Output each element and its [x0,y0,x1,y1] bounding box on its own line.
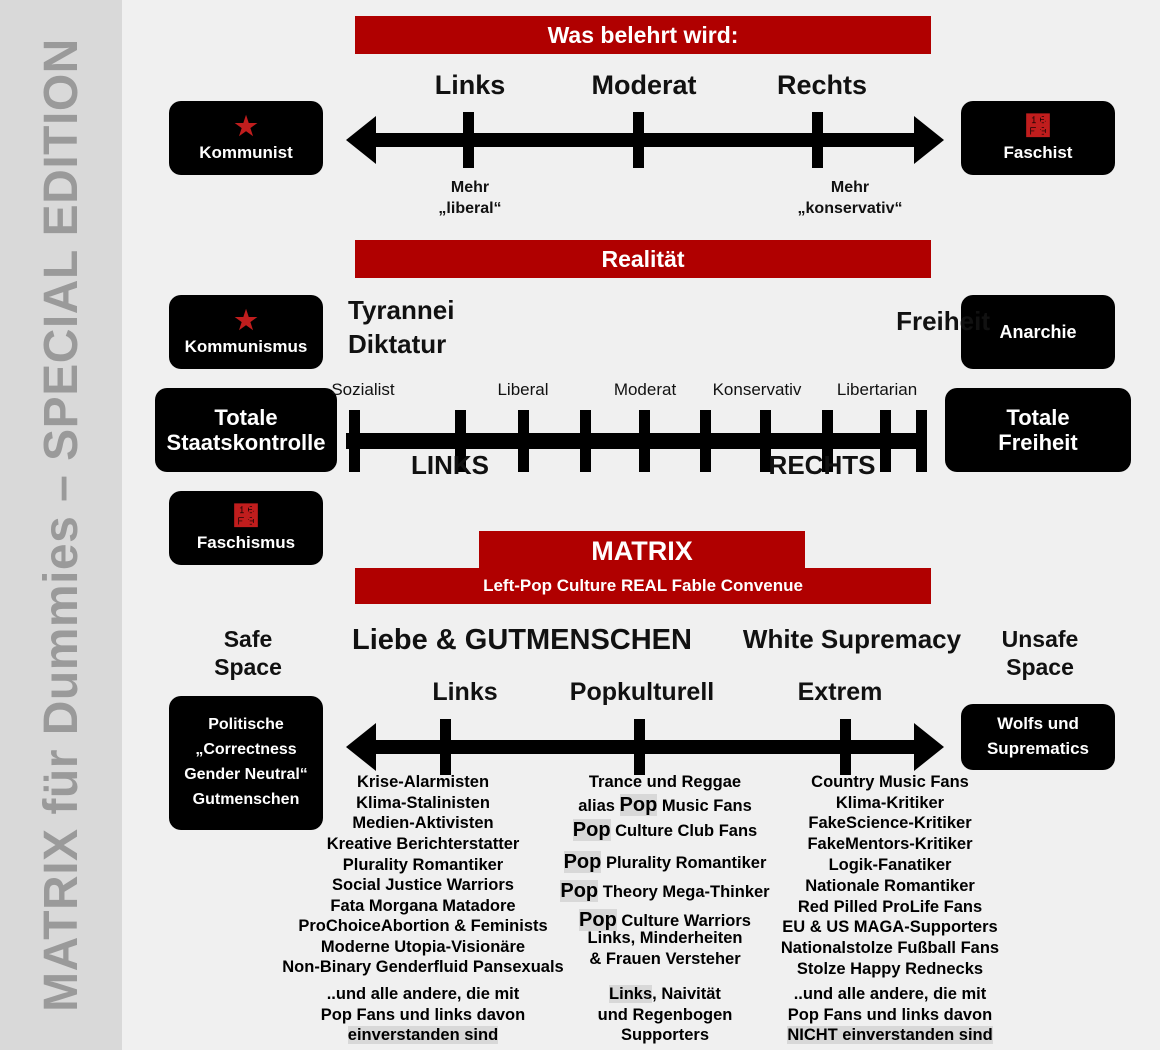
kommunismus-box [169,295,323,369]
section3-axis [376,740,914,754]
mid-column-group1 [545,772,785,843]
links-tag: Links [609,985,653,1003]
list-item: Social Justice Warriors [332,876,514,895]
white-supremacy-label: White Supremacy [742,624,962,654]
totale-freiheit-line2: Freiheit [998,430,1078,455]
list-item: Fata Morgana Matadore [330,896,516,915]
list-item: Supporters [620,1026,709,1045]
mid-g2-r1: Plurality Romantiker [601,854,767,872]
tyrannei-diktatur-label [348,294,548,362]
section3-tick [634,719,645,775]
pop-tag: Pop [560,880,599,902]
section3-tick [840,719,851,775]
unsafe-space-line2: Space [1006,653,1074,680]
list-item [545,793,785,818]
section3-axis-label-extrem: Extrem [797,678,883,706]
mid-g2-r3: Culture Warriors [616,912,751,930]
list-item: Nationale Romantiker [805,877,975,895]
matrix-banner-top [479,531,805,571]
tyrannei-line1: Tyrannei [348,295,455,325]
list-item: Medien-Aktivisten [352,814,494,833]
section3-arrow-left-icon [346,723,376,771]
section1-axis-label-moderat: Moderat [591,70,697,100]
list-item: ProChoiceAbortion & Feminists [298,917,548,935]
kommunismus-label: Kommunismus [184,337,308,357]
list-item [545,877,785,906]
list-item [545,984,785,1005]
left-column-group1 [278,772,568,916]
section1-sub-right-line1: Mehr [830,179,870,196]
section3-tick [440,719,451,775]
safe-space-label [178,626,318,681]
list-item: ..und alle andere, die mit [793,985,987,1003]
list-item: Links, Minderheiten [587,929,743,947]
list-item: Klima-Kritiker [835,793,945,812]
list-item: Krise-Alarmisten [356,773,490,791]
liebe-gutmenschen-label: Liebe & GUTMENSCHEN [352,624,692,656]
list-item: Stolze Happy Rednecks [796,959,984,978]
list-item: Plurality Romantiker [342,855,504,874]
list-item: Nationalstolze Fußball Fans [780,938,1000,957]
matrix-banner-sub-label: Left-Pop Culture REAL Fable Convenue [483,576,803,595]
red-star-icon: ★ [234,305,258,336]
section3-axis-label-popkulturell: Popkulturell [569,678,715,706]
pop-tag: Pop [619,793,658,816]
section1-tick [812,112,823,168]
scale-label-libertarian: Libertarian [836,380,918,399]
section3-axis-label-links: Links [432,678,498,706]
page-title: MATRIX für Dummies – SPECIAL EDITION [34,38,88,1012]
section1-sub-right-line2: „konservativ“ [797,199,903,217]
section2-tick [580,410,591,472]
list-item [545,848,785,877]
unsafe-space-line1: Unsafe [1001,626,1079,652]
pc-box-line2: „Correctness [195,741,297,759]
totale-staatskontrolle-box [155,388,337,472]
pop-tag: Pop [579,909,617,931]
list-item: FakeScience-Kritiker [808,814,972,833]
swastika-icon: ᛹ [1025,111,1051,142]
list-item: Moderne Utopia-Visionäre [320,937,526,956]
totale-freiheit-line1: Totale [1006,404,1070,430]
kommunist-box [169,101,323,175]
mid-g2-r2: Theory Mega-Thinker [598,883,770,901]
section1-banner [355,16,931,54]
section3-arrow-right-icon [914,723,944,771]
faschismus-label: Faschismus [196,533,296,553]
section1-axis [376,133,914,147]
totale-staatskontrolle-line1: Totale [214,404,278,430]
section1-tick [633,112,644,168]
left-column-group2 [268,916,578,978]
scale-label-moderat: Moderat [613,380,677,399]
safe-space-line2: Space [214,653,282,680]
scale-label-konservativ: Konservativ [712,380,802,399]
wolfs-box-line2: Suprematics [986,739,1090,758]
anarchie-label: Anarchie [999,321,1077,342]
mid-column-group3 [545,928,785,969]
mid-g1-l3-b: Culture Club Fans [610,821,758,840]
matrix-banner-title: MATRIX [591,535,693,566]
right-column-group1 [760,772,1020,875]
mid-column-group2 [545,848,785,935]
freiheit-label: Freiheit [896,306,990,336]
section2-banner-label: Realität [601,245,685,272]
right-column-group2 [752,876,1028,979]
mid-g1-l2-a: alias [578,796,620,815]
swastika-icon: ᛹ [233,501,259,532]
section1-arrow-right-icon [914,116,944,164]
list-item: Red Pilled ProLife Fans [797,897,983,916]
section1-banner-label: Was belehrt wird: [547,21,739,48]
section1-sub-left-line1: Mehr [450,179,490,196]
list-item [752,1025,1028,1046]
pc-box-line3: Gender Neutral“ [184,766,308,783]
section1-arrow-left-icon [346,116,376,164]
list-item: Pop Fans und links davon [320,1005,526,1024]
section2-tick [639,410,650,472]
section2-tick [349,410,360,472]
wolfs-box-line1: Wolfs und [997,714,1079,734]
list-item [545,818,785,843]
wolfs-suprematics-box [961,704,1115,770]
list-item: Logik-Fanatiker [828,855,952,874]
section1-axis-label-links: Links [434,70,506,100]
section2-rechts-label: RECHTS [768,450,876,480]
left-column-group3 [278,984,568,1046]
pop-tag: Pop [572,818,611,841]
unsafe-space-label [965,626,1115,681]
section1-sub-left [398,178,542,220]
list-item: & Frauen Versteher [589,949,741,968]
faschist-box [961,101,1115,175]
red-star-icon: ★ [234,111,258,142]
list-item: FakeMentors-Kritiker [807,834,973,853]
list-item: ..und alle andere, die mit [326,985,520,1003]
list-item: Non-Binary Genderfluid Pansexuals [282,958,564,977]
section1-tick [463,112,474,168]
right-column-group3 [752,984,1028,1046]
section2-banner [355,240,931,278]
list-item-highlight: NICHT einverstanden sind [787,1026,993,1045]
kommunist-label: Kommunist [199,143,293,163]
scale-label-liberal: Liberal [497,380,549,399]
section2-tick [700,410,711,472]
list-item-highlight: einverstanden sind [347,1026,499,1045]
list-item: und Regenbogen [597,1005,733,1024]
mid-g1-l2-b: Music Fans [657,796,752,815]
tyrannei-line2: Diktatur [348,328,447,359]
scale-label-sozialist: Sozialist [331,380,395,399]
safe-space-line1: Safe [223,626,273,652]
section1-sub-left-line2: „liberal“ [438,199,502,217]
faschismus-box [169,491,323,565]
mid-g4-l1-b: , Naivität [652,985,721,1003]
list-item: Trance und Reggae [588,773,742,791]
pop-tag: Pop [563,851,602,873]
list-item: Kreative Berichterstatter [326,834,520,853]
section2-tick [916,410,927,472]
sidebar [0,0,122,1050]
section1-axis-label-rechts: Rechts [776,70,868,100]
section2-links-label: LINKS [411,450,489,480]
mid-column-group4 [545,984,785,1046]
list-item [278,1025,568,1046]
list-item: EU & US MAGA-Supporters [782,918,998,937]
section1-sub-right [760,178,940,220]
pc-box-line4: Gutmenschen [192,790,300,808]
matrix-banner-sub [355,568,931,604]
list-item: Klima-Stalinisten [356,793,490,812]
section2-axis [346,433,926,449]
totale-staatskontrolle-line2: Staatskontrolle [166,430,326,455]
totale-freiheit-box [945,388,1131,472]
list-item: Pop Fans und links davon [787,1005,993,1024]
faschist-label: Faschist [1003,143,1073,163]
pc-box-line1: Politische [208,716,284,734]
list-item: Country Music Fans [811,773,969,791]
